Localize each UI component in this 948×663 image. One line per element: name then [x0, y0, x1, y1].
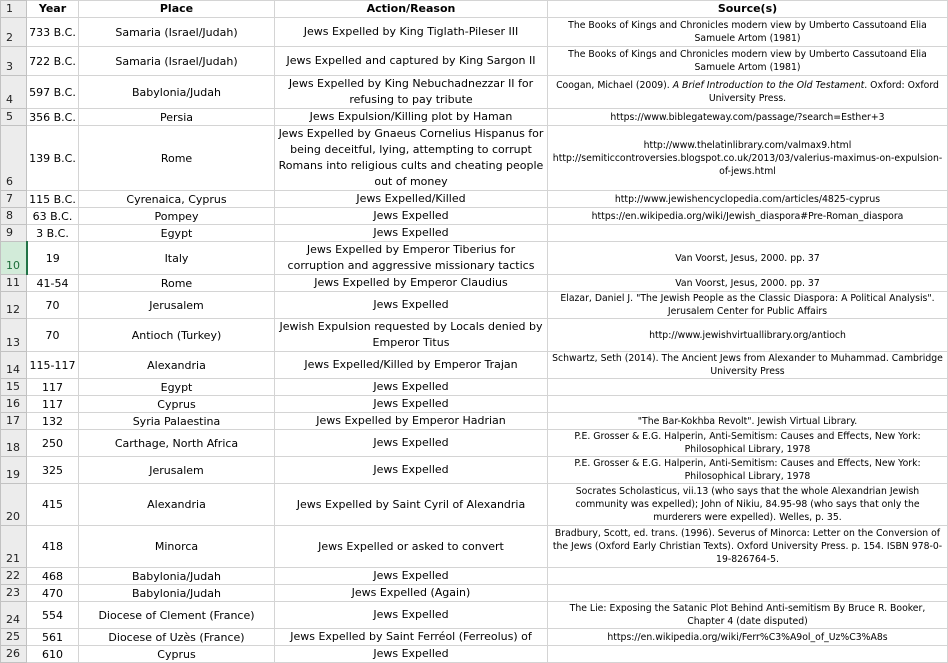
row-header[interactable]: 13 — [1, 319, 27, 352]
cell-place[interactable]: Babylonia/Judah — [79, 585, 275, 602]
row-header[interactable]: 8 — [1, 208, 27, 225]
row-header[interactable]: 6 — [1, 126, 27, 191]
cell-action[interactable]: Jews Expelled — [275, 430, 548, 457]
cell-source[interactable]: The Books of Kings and Chronicles modern view by Umberto Cassutoand Elia Samuele Artom (1981) — [548, 18, 948, 47]
row-header[interactable]: 22 — [1, 568, 27, 585]
cell-place[interactable]: Syria Palaestina — [79, 413, 275, 430]
cell-year[interactable]: 63 B.C. — [27, 208, 79, 225]
table-row — [1, 585, 948, 602]
cell-action[interactable]: Jews Expelled — [275, 208, 548, 225]
row-header[interactable]: 7 — [1, 191, 27, 208]
table-row — [1, 568, 948, 585]
cell-year[interactable]: 733 B.C. — [27, 18, 79, 47]
cell-action[interactable]: Jews Expelled — [275, 396, 548, 413]
table-row — [1, 629, 948, 646]
cell-source[interactable] — [548, 585, 948, 602]
cell-source[interactable]: Bradbury, Scott, ed. trans. (1996). Severus of Minorca: Letter on the Conversion of the Jews (Oxford Early Christian Texts). Oxford University Press. p. 154. ISBN 978-0-19-826764-5. — [548, 526, 948, 568]
cell-year[interactable]: 139 B.C. — [27, 126, 79, 191]
table-row — [1, 126, 948, 191]
cell-year[interactable]: 554 — [27, 602, 79, 629]
cell-source[interactable]: Socrates Scholasticus, vii.13 (who says that the whole Alexandrian Jewish community was expelled); John of Nikiu, 84.95-98 (who says that only the murderers were expelled). Welles, p. 35. — [548, 484, 948, 526]
table-row — [1, 602, 948, 629]
cell-action[interactable]: Jews Expelled (Again) — [275, 585, 548, 602]
cell-year[interactable]: 70 — [27, 292, 79, 319]
cell-source[interactable] — [548, 568, 948, 585]
row-header[interactable]: 19 — [1, 457, 27, 484]
table-row — [1, 646, 948, 663]
table-row — [1, 242, 948, 275]
cell-source[interactable]: Van Voorst, Jesus, 2000. pp. 37 — [548, 275, 948, 292]
cell-source[interactable]: http://www.thelatinlibrary.com/valmax9.html http://semiticcontroversies.blogspot.co.uk/2013/03/valerius-maximus-on-expulsion-of-jews.html — [548, 126, 948, 191]
cell-source[interactable]: https://en.wikipedia.org/wiki/Ferr%C3%A9ol_of_Uz%C3%A8s — [548, 629, 948, 646]
cell-source[interactable]: "The Bar-Kokhba Revolt". Jewish Virtual Library. — [548, 413, 948, 430]
cell-year[interactable]: 418 — [27, 526, 79, 568]
cell-place[interactable]: Cyprus — [79, 646, 275, 663]
cell-place[interactable]: Egypt — [79, 225, 275, 242]
cell-year[interactable]: 19 — [27, 242, 79, 275]
cell-place[interactable]: Italy — [79, 242, 275, 275]
cell-year[interactable]: 115-117 — [27, 352, 79, 379]
cell-action[interactable]: Jews Expelled and captured by King Sargon II — [275, 47, 548, 76]
header-cell-action[interactable]: Action/Reason — [275, 1, 548, 18]
table-row — [1, 225, 948, 242]
cell-action[interactable]: Jews Expelled by Saint Cyril of Alexandria — [275, 484, 548, 526]
cell-action[interactable]: Jews Expelled by Emperor Tiberius for corruption and aggressive missionary tactics — [275, 242, 548, 275]
cell-year[interactable]: 597 B.C. — [27, 76, 79, 109]
cell-place[interactable]: Samaria (Israel/Judah) — [79, 18, 275, 47]
cell-year[interactable]: 250 — [27, 430, 79, 457]
table-row — [1, 379, 948, 396]
table-row — [1, 352, 948, 379]
cell-year[interactable]: 561 — [27, 629, 79, 646]
cell-place[interactable]: Antioch (Turkey) — [79, 319, 275, 352]
cell-source[interactable]: The Books of Kings and Chronicles modern view by Umberto Cassutoand Elia Samuele Artom (1981) — [548, 47, 948, 76]
cell-action[interactable]: Jews Expelled by King Nebuchadnezzar II for refusing to pay tribute — [275, 76, 548, 109]
cell-year[interactable]: 470 — [27, 585, 79, 602]
table-row — [1, 275, 948, 292]
cell-year[interactable]: 325 — [27, 457, 79, 484]
cell-source[interactable]: Schwartz, Seth (2014). The Ancient Jews from Alexander to Muhammad. Cambridge University Press — [548, 352, 948, 379]
cell-source[interactable]: https://www.biblegateway.com/passage/?search=Esther+3 — [548, 109, 948, 126]
cell-source[interactable]: P.E. Grosser & E.G. Halperin, Anti-Semitism: Causes and Effects, New York: Philosophical Library, 1978 — [548, 457, 948, 484]
row-header[interactable]: 15 — [1, 379, 27, 396]
cell-place[interactable]: Rome — [79, 275, 275, 292]
cell-place[interactable]: Alexandria — [79, 352, 275, 379]
table-row — [1, 208, 948, 225]
table-row — [1, 18, 948, 47]
cell-source[interactable] — [548, 379, 948, 396]
cell-place[interactable]: Samaria (Israel/Judah) — [79, 47, 275, 76]
cell-source[interactable] — [548, 76, 948, 109]
cell-action[interactable]: Jews Expelled — [275, 379, 548, 396]
cell-source[interactable]: Van Voorst, Jesus, 2000. pp. 37 — [548, 242, 948, 275]
cell-action[interactable]: Jews Expelled or asked to convert — [275, 526, 548, 568]
cell-action[interactable]: Jews Expelled by King Tiglath-Pileser III — [275, 18, 548, 47]
row-header[interactable]: 23 — [1, 585, 27, 602]
row-header[interactable]: 16 — [1, 396, 27, 413]
cell-place[interactable]: Babylonia/Judah — [79, 568, 275, 585]
cell-action[interactable]: Jews Expelled — [275, 457, 548, 484]
source-text: . Oxford: Oxford University Press. — [708, 80, 939, 104]
table-row — [1, 526, 948, 568]
cell-year[interactable]: 41-54 — [27, 275, 79, 292]
cell-action[interactable]: Jews Expelled by Emperor Claudius — [275, 275, 548, 292]
cell-year[interactable]: 3 B.C. — [27, 225, 79, 242]
cell-place[interactable]: Diocese of Clement (France) — [79, 602, 275, 629]
cell-year[interactable]: 117 — [27, 379, 79, 396]
row-header[interactable]: 10 — [1, 242, 27, 275]
cell-source[interactable]: The Lie: Exposing the Satanic Plot Behind Anti-semitism By Bruce R. Booker, Chapter 4 (date disputed) — [548, 602, 948, 629]
row-header[interactable]: 11 — [1, 275, 27, 292]
source-text: Coogan, Michael (2009). — [556, 80, 673, 91]
cell-year[interactable]: 117 — [27, 396, 79, 413]
cell-year[interactable]: 356 B.C. — [27, 109, 79, 126]
cell-year[interactable]: 70 — [27, 319, 79, 352]
cell-action[interactable]: Jews Expelled by Emperor Hadrian — [275, 413, 548, 430]
table-row — [1, 457, 948, 484]
cell-action[interactable]: Jewish Expulsion requested by Locals denied by Emperor Titus — [275, 319, 548, 352]
cell-source[interactable] — [548, 646, 948, 663]
row-header[interactable]: 24 — [1, 602, 27, 629]
row-header[interactable]: 21 — [1, 526, 27, 568]
cell-place[interactable]: Jerusalem — [79, 457, 275, 484]
cell-year[interactable]: 415 — [27, 484, 79, 526]
cell-year[interactable]: 468 — [27, 568, 79, 585]
cell-place[interactable]: Egypt — [79, 379, 275, 396]
cell-year[interactable]: 132 — [27, 413, 79, 430]
header-cell-year[interactable]: Year — [27, 1, 79, 18]
cell-year[interactable]: 722 B.C. — [27, 47, 79, 76]
row-header[interactable]: 12 — [1, 292, 27, 319]
cell-place[interactable]: Cyrenaica, Cyprus — [79, 191, 275, 208]
row-header[interactable]: 1 — [1, 1, 27, 18]
header-cell-place[interactable]: Place — [79, 1, 275, 18]
row-header[interactable]: 20 — [1, 484, 27, 526]
cell-action[interactable]: Jews Expelled — [275, 602, 548, 629]
cell-place[interactable]: Carthage, North Africa — [79, 430, 275, 457]
table-row — [1, 191, 948, 208]
row-header[interactable]: 14 — [1, 352, 27, 379]
cell-place[interactable]: Minorca — [79, 526, 275, 568]
table-row — [1, 484, 948, 526]
cell-action[interactable]: Jews Expelled/Killed by Emperor Trajan — [275, 352, 548, 379]
row-header[interactable]: 2 — [1, 18, 27, 47]
row-header[interactable]: 5 — [1, 109, 27, 126]
cell-year[interactable]: 115 B.C. — [27, 191, 79, 208]
row-header[interactable]: 9 — [1, 225, 27, 242]
table-row — [1, 76, 948, 109]
table-row — [1, 396, 948, 413]
row-header[interactable]: 4 — [1, 76, 27, 109]
cell-source[interactable] — [548, 396, 948, 413]
cell-place[interactable]: Jerusalem — [79, 292, 275, 319]
row-header[interactable]: 3 — [1, 47, 27, 76]
cell-action[interactable]: Jews Expelled — [275, 646, 548, 663]
header-cell-sources[interactable]: Source(s) — [548, 1, 948, 18]
row-header[interactable]: 18 — [1, 430, 27, 457]
table-row — [1, 47, 948, 76]
cell-action[interactable]: Jews Expelled — [275, 568, 548, 585]
cell-place[interactable]: Pompey — [79, 208, 275, 225]
cell-action[interactable]: Jews Expelled — [275, 225, 548, 242]
cell-place[interactable]: Rome — [79, 126, 275, 191]
table-row — [1, 109, 948, 126]
cell-action[interactable]: Jews Expelled by Gnaeus Cornelius Hispanus for being deceitful, lying, attempting to corrupt Romans into religious cults and cheating people out of money — [275, 126, 548, 191]
cell-place[interactable]: Babylonia/Judah — [79, 76, 275, 109]
cell-place[interactable]: Persia — [79, 109, 275, 126]
cell-place[interactable]: Alexandria — [79, 484, 275, 526]
row-header[interactable]: 26 — [1, 646, 27, 663]
header-row — [1, 1, 948, 18]
cell-year[interactable]: 610 — [27, 646, 79, 663]
cell-source[interactable]: P.E. Grosser & E.G. Halperin, Anti-Semitism: Causes and Effects, New York: Philosophical Library, 1978 — [548, 430, 948, 457]
table-row — [1, 413, 948, 430]
table-row — [1, 430, 948, 457]
source-italic-title: A Brief Introduction to the Old Testament — [672, 80, 865, 91]
cell-source[interactable]: http://www.jewishencyclopedia.com/articles/4825-cyprus — [548, 191, 948, 208]
row-header[interactable]: 25 — [1, 629, 27, 646]
row-header[interactable]: 17 — [1, 413, 27, 430]
cell-action[interactable]: Jews Expulsion/Killing plot by Haman — [275, 109, 548, 126]
cell-action[interactable]: Jews Expelled — [275, 292, 548, 319]
cell-source[interactable]: Elazar, Daniel J. "The Jewish People as the Classic Diaspora: A Political Analysis". Jerusalem Center for Public Affairs — [548, 292, 948, 319]
cell-source[interactable] — [548, 225, 948, 242]
cell-source[interactable]: https://en.wikipedia.org/wiki/Jewish_diaspora#Pre-Roman_diaspora — [548, 208, 948, 225]
cell-place[interactable]: Diocese of Uzès (France) — [79, 629, 275, 646]
cell-action[interactable]: Jews Expelled/Killed — [275, 191, 548, 208]
cell-place[interactable]: Cyprus — [79, 396, 275, 413]
table-row — [1, 292, 948, 319]
cell-action[interactable]: Jews Expelled by Saint Ferréol (Ferreolus) of — [275, 629, 548, 646]
cell-source[interactable]: http://www.jewishvirtuallibrary.org/antioch — [548, 319, 948, 352]
table-row — [1, 319, 948, 352]
